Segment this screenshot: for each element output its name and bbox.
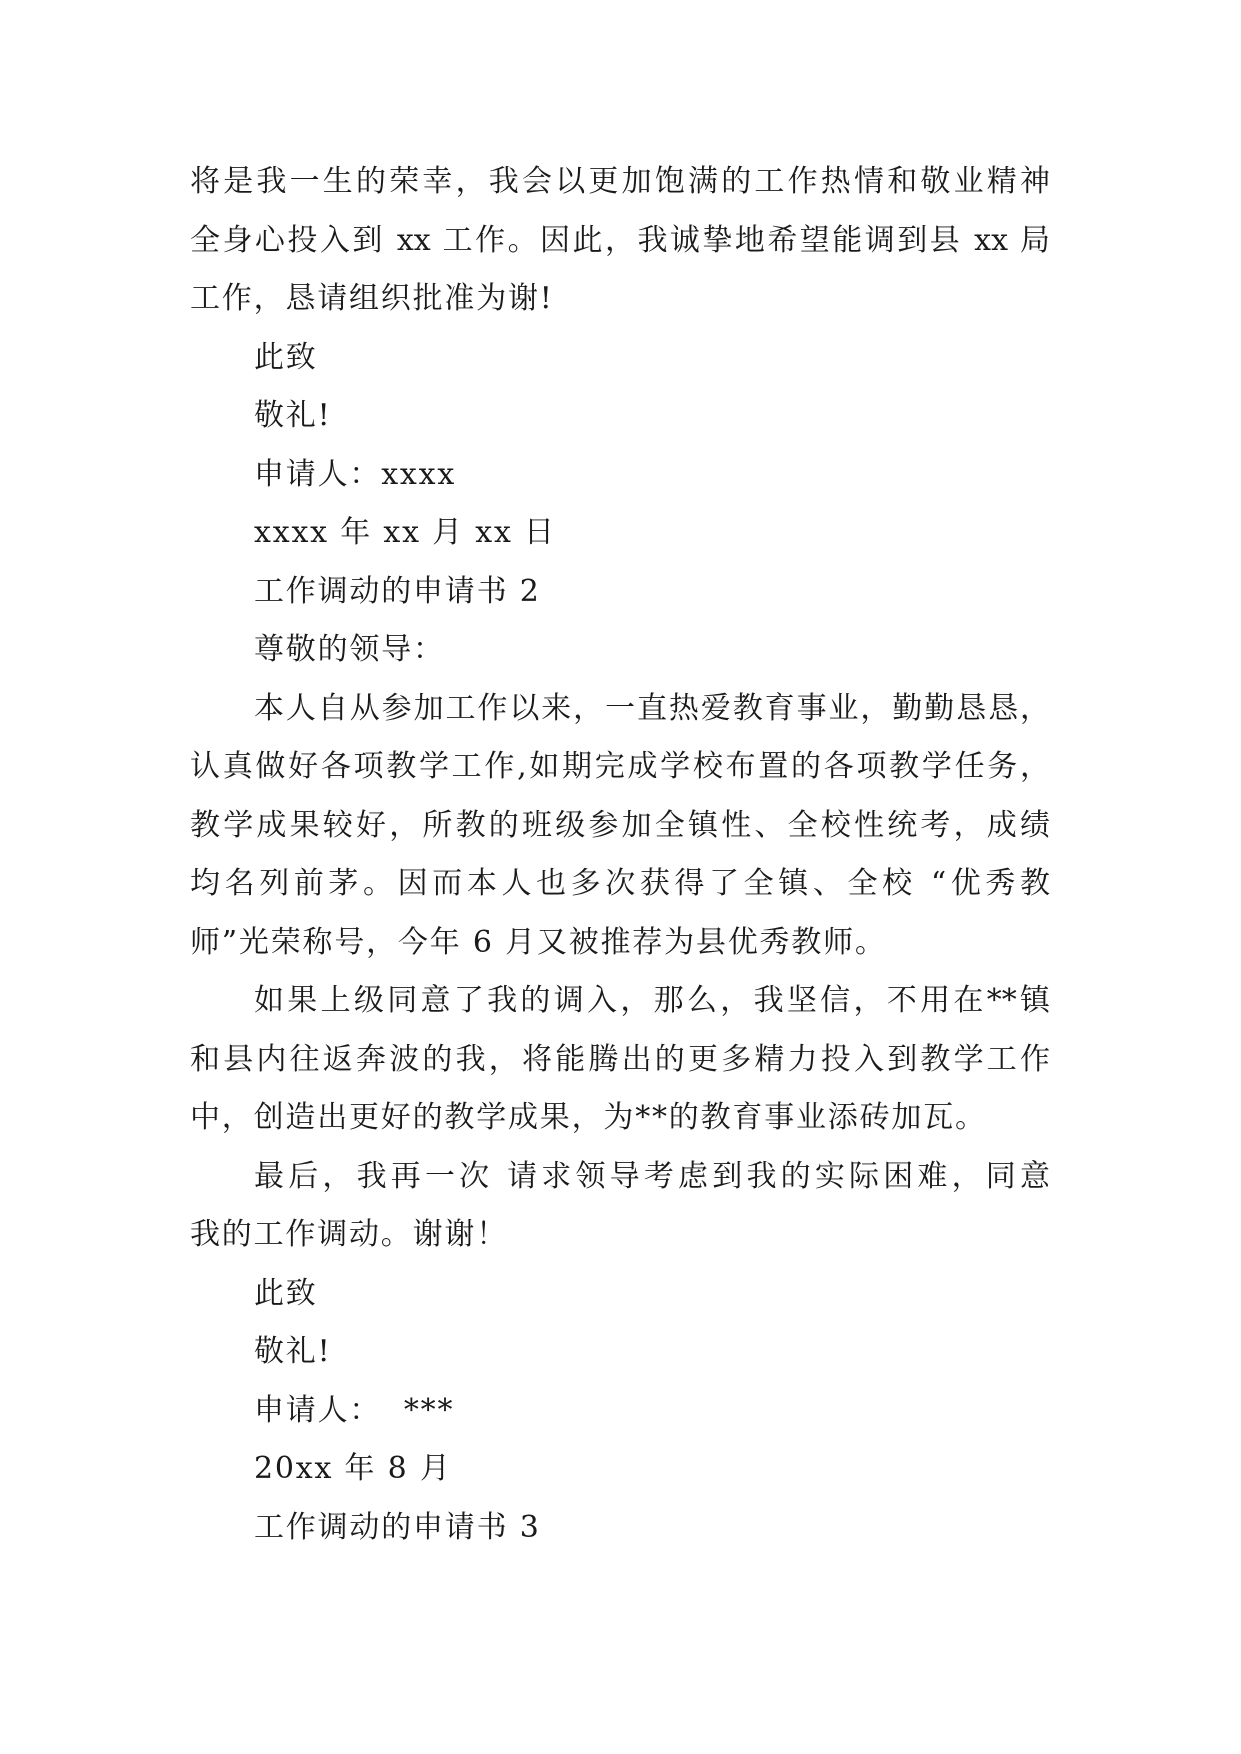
fragment-line: 工作，恳请组织批准为谢! — [190, 281, 554, 316]
fragment-line: 全身心投入到 xx 工作。因此，我诚挚地希望能调到县 xx 局 — [190, 222, 1050, 258]
closing-salutation: 此致 — [254, 339, 318, 375]
applicant-name: 申请人： *** — [254, 1392, 455, 1428]
paragraph-line: 本人自从参加工作以来，一直热爱教育事业，勤勤恳恳， — [254, 690, 1050, 726]
paragraph-line: 如果上级同意了我的调入，那么，我坚信，不用在**镇 — [254, 983, 1050, 1018]
paragraph-line: 认真做好各项教学工作,如期完成学校布置的各项教学任务， — [190, 749, 1050, 784]
letter-date: 20xx 年 8 月 — [254, 1451, 452, 1486]
closing-salutation: 此致 — [254, 1275, 318, 1311]
document-body — [190, 153, 1050, 1557]
letter-greeting: 尊敬的领导： — [254, 632, 445, 667]
paragraph-line: 最后，我再一次 请求领导考虑到我的实际困难，同意 — [254, 1158, 1050, 1194]
paragraph-line: 和县内往返奔波的我，将能腾出的更多精力投入到教学工作 — [190, 1041, 1050, 1077]
paragraph-line: 教学成果较好，所教的班级参加全镇性、全校性统考，成绩 — [190, 807, 1050, 843]
letter-date: xxxx 年 xx 月 xx 日 — [254, 515, 556, 550]
paragraph-line: 我的工作调动。谢谢！ — [190, 1217, 508, 1252]
applicant-name: 申请人：xxxx — [254, 456, 457, 492]
closing-regards: 敬礼! — [254, 398, 332, 433]
closing-regards: 敬礼! — [254, 1334, 332, 1369]
paragraph-line: 师”光荣称号，今年 6 月又被推荐为县优秀教师。 — [190, 924, 887, 960]
letter-title: 工作调动的申请书 2 — [254, 573, 541, 609]
paragraph-line: 均名列前茅。因而本人也多次获得了全镇、全校 “优秀教 — [190, 866, 1050, 901]
letter-title: 工作调动的申请书 3 — [254, 1509, 541, 1545]
paragraph-line: 中，创造出更好的教学成果，为**的教育事业添砖加瓦。 — [190, 1100, 987, 1135]
fragment-line: 将是我一生的荣幸，我会以更加饱满的工作热情和敬业精神 — [190, 164, 1050, 199]
